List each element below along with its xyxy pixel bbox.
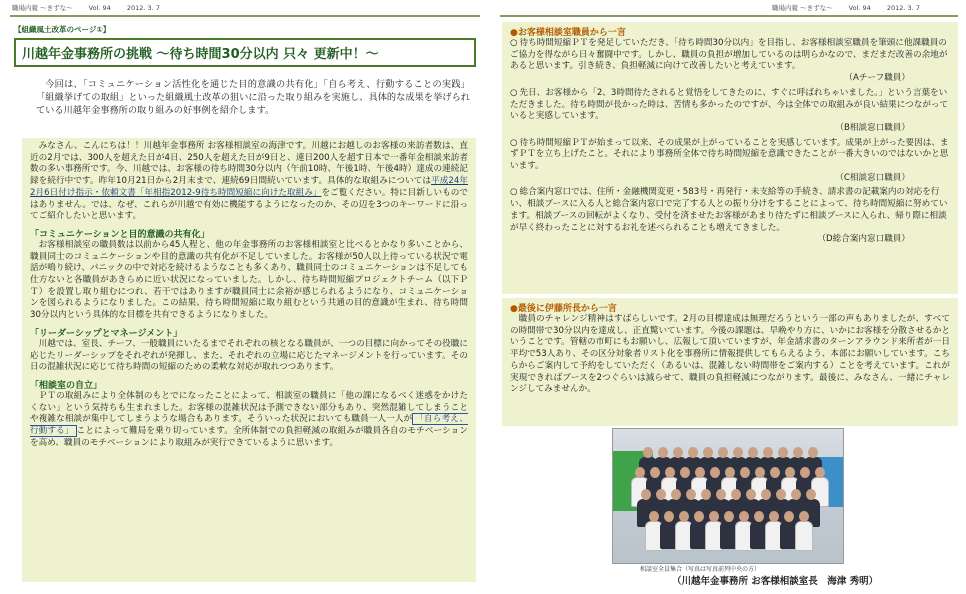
highlighted-phrase: 「自ら考え、行動する」: [30, 414, 468, 437]
photo-person-head: [800, 467, 810, 478]
section-paragraph: 川越では、室長、チーフ、一般職員にいたるまでそれぞれの核となる職員が、一つの目標に向かってその役職に応じたリーダーシップをそれぞれが発揮し、また、それぞれの立場に応じたマネージメントを行っています。その日の混雑状況に応じて待ち時間の短縮のための柔軟な対応が取れつつあります。: [30, 338, 468, 373]
photo-person-head: [761, 489, 771, 500]
reference-document: 平成24年2月6日付け指示・依頼文書「年相指2012-9待ち時間短縮に向けた取組み」: [30, 176, 468, 198]
photo-person-head: [650, 467, 660, 478]
comment-author: （Aチーフ職員）: [844, 73, 910, 84]
article-title-block: [14, 24, 476, 84]
body-paragraph: [30, 141, 468, 223]
issue-date: 2012. 3. 7: [126, 4, 160, 12]
comment-text: 総合案内窓口では、住所・金融機関変更・583号・再発行・未支給等の手続き、請求書の記載案内の対応を行い、相談ブースに入る人と総合案内窓口で完了する人との振り分けをすることによって、待ち時間短縮に努めています。相談ブースの回転がよくなり、受付を済ませたお客様があまり待たずに相談ブースに入られ、帰り際に相談が早く終わったことに対するお礼を述べられることも増えてきました。: [510, 187, 948, 233]
photo-person-head: [791, 489, 801, 500]
photo-person-head: [733, 447, 743, 458]
comment-author: （C相談窓口職員）: [835, 172, 910, 183]
photo-person-head: [671, 489, 681, 500]
page-tag: 【組織風土改革のページ①】: [14, 25, 111, 34]
author-signature: （川越年金事務所 お客様相談室長 海津 秀明）: [672, 576, 879, 587]
photo-person-head: [694, 511, 704, 522]
body-text: をご覧ください。特に目新しいものではありません。では、なぜ、これらが川越で有効に機能するようになったのか、その辺を3つのキーワードに沿ってご紹介したいと思います。: [30, 187, 468, 222]
photo-person-body: [795, 521, 813, 551]
photo-person-head: [649, 511, 659, 522]
photo-person-head: [793, 447, 803, 458]
section-heading-staff-comments: ●お客様相談室職員から一言: [510, 28, 626, 38]
comment-text: 待ち時間短縮ＰＴが始まって以来、その成果が上がっていることを実感しています。成果が上がった要因は、まずＰＴを立ち上げたこと。それにより事務所全体で待ち時間短縮を意識できたことが一番大きいのではないかと思います。: [510, 137, 949, 172]
comment-author: （D総合案内窓口職員）: [817, 234, 910, 245]
article-body-panel: [22, 138, 476, 582]
photo-person-head: [688, 447, 698, 458]
photo-person-head: [680, 467, 690, 478]
section-heading-independence: 「相談室の自立」: [30, 380, 103, 391]
photo-person-head: [806, 489, 816, 500]
photo-person-head: [748, 447, 758, 458]
photo-person-head: [739, 511, 749, 522]
body-text: ことによって難局を乗り切っています。全所体制での負担軽減の取組みが職員各自のモチベーションを高め、職員のモチベーションにより取組みが実行できているように思います。: [30, 426, 468, 448]
photo-person-head: [656, 489, 666, 500]
photo-person-head: [658, 447, 668, 458]
photo-person-head: [679, 511, 689, 522]
section-paragraph: お客様相談室の職員数は以前から45人程と、他の年金事務所のお客様相談室と比べるとかなり多いことから、職員同士のコミュニケーションや目的意識の共有化が不足していました。お客様が50人以上待っている状況で電話が鳴り続け、パニックの中で対応を続けるようなことも多くあり、職員同士のコミュニケーションは不足しても仕方ないと各職員があきらめに近い状況になっていました。しかし、待ち時間短縮プロジェクトチーム（以下ＰＴ）を設置し取り組むにつれ、若干ではありますが職員同士に余裕が感じられるようになり、コミュニケーションを図られるようになりました。この結果、待ち時間短縮に取り組むという共通の目的意識が生まれ、待ち時間30分以内という具体的な目標を共有できるようになりました。: [30, 239, 468, 321]
group-photo: [612, 428, 844, 564]
photo-person-head: [778, 447, 788, 458]
staff-comment: ○ 待ち時間短縮ＰＴが始まって以来、その成果が上がっていることを実感しています。成果が上がった要因は、まずＰＴを立ち上げたこと。それにより事務所全体で待ち時間短縮を意識できたことが一番大きいのではないかと思います。 （C相談窓口職員）: [510, 137, 949, 183]
comment-text: 待ち時間短縮ＰＴを発足していただき、「待ち時間30分以内」を目指し、お客様相談室職員を筆頭に他課職員のご協力を得ながら日々奮闘中です。しかし、職員の負担が増加しているのは明らかなので、まだまだ改善の余地があると思います。引き続き、負担軽減に向けて改善したいと考えています。: [510, 38, 948, 72]
photo-person-head: [724, 511, 734, 522]
issue-date: 2012. 3. 7: [886, 4, 920, 12]
section-paragraph: [30, 391, 468, 450]
photo-person-head: [808, 447, 818, 458]
photo-person-head: [716, 489, 726, 500]
section-heading-communication: 「コミュニケーションと目的意識の共有化」: [30, 229, 210, 240]
photo-person-head: [664, 511, 674, 522]
volume-number: Vol. 94: [848, 4, 871, 12]
newsletter-name: 職場内報 〜きずな〜: [772, 4, 833, 12]
photo-person-head: [776, 489, 786, 500]
staff-comment: ○ 待ち時間短縮ＰＴを発足していただき、「待ち時間30分以内」を目指し、お客様相談室職員を筆頭に他課職員のご協力を得ながら日々奮闘中です。しかし、職員の負担が増加しているのは明らかなので、まだまだ改善の余地があると思います。引き続き、負担軽減に向けて改善したいと考えています。 （Aチーフ職員）: [510, 38, 950, 85]
staff-comment: ○ 先日、お客様から「2、3時間待たされると覚悟をしてきたのに、すぐに呼ばれちゃいました。」という言葉をいただきました。待ち時間が長かった時は、苦情も多かったのですが、今は全体での取組みが良い結果につながっていると実感しています。 （B相談窓口職員）: [510, 87, 949, 133]
comment-author: （B相談窓口職員）: [835, 122, 910, 133]
photo-person-head: [784, 511, 794, 522]
comment-text: 先日、お客様から「2、3時間待たされると覚悟をしてきたのに、すぐに呼ばれちゃいました。」という言葉をいただきました。待ち時間が長かった時は、苦情も多かったのですが、今は全体での取組みが良い結果につながっていると実感しています。: [510, 87, 949, 122]
photo-person-head: [731, 489, 741, 500]
photo-person-head: [643, 447, 653, 458]
photo-person-head: [799, 511, 809, 522]
header-rule: [500, 15, 958, 17]
intro-paragraph: [36, 78, 470, 138]
photo-person-head: [755, 467, 765, 478]
photo-person-head: [740, 467, 750, 478]
photo-person-head: [673, 447, 683, 458]
photo-person-head: [695, 467, 705, 478]
volume-number: Vol. 94: [88, 4, 111, 12]
staff-comments-panel: [502, 22, 958, 294]
photo-person-head: [709, 511, 719, 522]
photo-person-head: [770, 467, 780, 478]
intro-text: 今回は、「コミュニケーション活性化を通じた目的意識の共有化」「自ら考え、行動することの実践」「組織挙げての取組」といった組織風土改革の狙いに沿った取り組みを実施し、具体的な成果を挙げられている川越年金事務所の取り組みの好事例を紹介します。: [36, 79, 470, 116]
photo-person-head: [769, 511, 779, 522]
photo-person-head: [703, 447, 713, 458]
photo-person-head: [710, 467, 720, 478]
photo-caption: 相談室全員集合（写真は写真前列中央の方）: [640, 566, 761, 573]
photo-person-head: [701, 489, 711, 500]
director-message-panel: [502, 298, 958, 426]
left-page-header: [12, 3, 174, 15]
photo-person-head: [815, 467, 825, 478]
photo-person-head: [718, 447, 728, 458]
photo-person-head: [635, 467, 645, 478]
page-gutter: [483, 0, 497, 594]
newsletter-name: 職場内報 〜きずな〜: [12, 4, 73, 12]
photo-person-head: [686, 489, 696, 500]
article-title: 川越年金事務所の挑戦 ～待ち時間30分以内 只々 更新中！～: [14, 38, 476, 67]
photo-person-head: [725, 467, 735, 478]
photo-person-head: [641, 489, 651, 500]
header-rule: [10, 15, 480, 17]
body-text: みなさん、こんにちは！！川越年金事務所 お客様相談室の海津です。川越にお越しのお客様の来訪者数は、直近の2月では、300人を超えた日が4日、250人を超えた日が9日と、連日200人を超す日本で一番年金相談来訪者数の多い事務所です。今、川越では、お客様の待ち時間30分以内（午前10時、午後1時、午後4時）達成の連続記録を続行中です。昨年10月21日から2月末まで、連続69日間続いています。具体的な取組みについては: [30, 141, 468, 187]
body-text: ＰＴの取組みにより全体制のもとでになったことによって、相談室の職員に「他の課になるべく迷惑をかけたくない」という気持ちも生まれました。お客様の混雑状況は予測できない部分もあり、突然混雑してしまうことや複雑な相談が集中してしまうような場合もあります。そういった状況においても職員一人一人が: [30, 390, 468, 425]
photo-person-head: [665, 467, 675, 478]
right-page-header: [772, 3, 934, 15]
director-message: 職員のチャレンジ精神はすばらしいです。2月の目標達成は無理だろうという一部の声もありましたが、すべての時間帯で30分以内を達成し、正直驚いています。今後の課題は、早晩やり方に、いかにお客様を分散させるかということです。管轄の市町にもお願いし、広報して頂いていますが、年金請求書のターンアラウンド来所者が一日平均で53人あり、その区分対象者リスト化を事務所に情報提供してもらえるよう、本部にお願いしています。こちらからご案内して予約をしていただく（あるいは、混雑しない時間帯をご案内する）ことを考えています。これが実現できればブースを2つぐらいは減らせて、職員の負担軽減につながります。最後に、みなさん、一緒にチャレンジしてみませんか。: [510, 314, 950, 395]
staff-comment: ○ 総合案内窓口では、住所・金融機関変更・583号・再発行・未支給等の手続き、請求書の記載案内の対応を行い、相談ブースに入る人と総合案内窓口で完了する人との振り分けをすることによって、待ち時間短縮に努めています。相談ブースの回転がよくなり、受付を済ませたお客様があまり待たずに相談ブースに入られ、帰り際に相談が早く終わったことに対するお礼を述べられることも増えてきました。 （D総合案内窓口職員）: [510, 187, 950, 246]
section-heading-leadership: 「リーダーシップとマネージメント」: [30, 328, 183, 339]
section-heading-director: ●最後に伊藤所長から一言: [510, 304, 617, 314]
photo-person-head: [746, 489, 756, 500]
photo-person-head: [754, 511, 764, 522]
photo-person-head: [763, 447, 773, 458]
photo-person-head: [785, 467, 795, 478]
